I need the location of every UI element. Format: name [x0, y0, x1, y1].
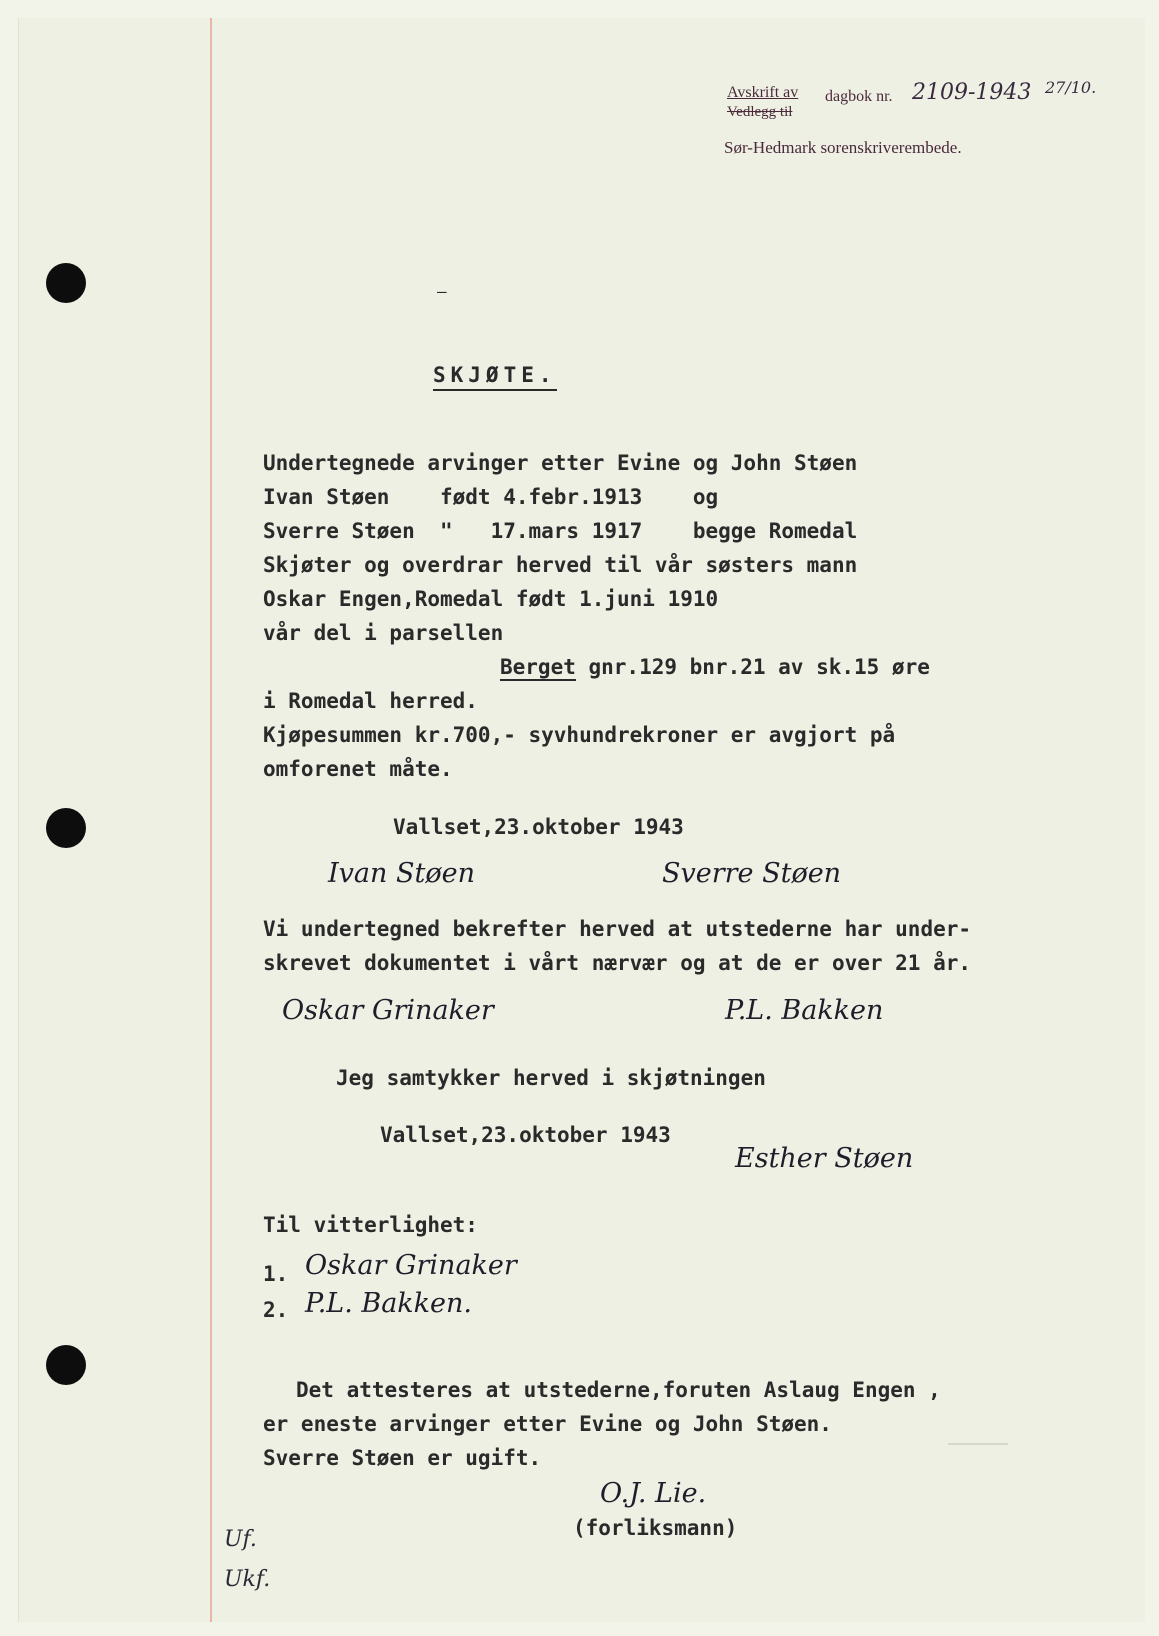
- signature-attest-1: Oskar Grinaker: [305, 1250, 517, 1281]
- witness-text: Vi undertegned bekrefter herved at utstederne har under-: [263, 917, 972, 941]
- margin-line: [210, 18, 212, 1622]
- attest-heading: Til vitterlighet:: [263, 1213, 478, 1237]
- body-line: i Romedal herred.: [263, 689, 478, 713]
- consent-text: Jeg samtykker herved i skjøtningen: [336, 1066, 766, 1090]
- faint-mark: [948, 1443, 1008, 1445]
- body-line: Kjøpesummen kr.700,- syvhundrekroner er avgjort på: [263, 723, 896, 747]
- attest-number: 1.: [263, 1262, 289, 1286]
- signature-ivan: Ivan Støen: [328, 858, 475, 889]
- witness-text: skrevet dokumentet i vårt nærvær og at de er over 21 år.: [263, 951, 972, 975]
- role-label: (forliksmann): [573, 1516, 738, 1540]
- signature-witness-1: Oskar Grinaker: [282, 995, 494, 1026]
- document-title: SKJØTE.: [433, 363, 557, 391]
- stamp-line-1b: Vedlegg til: [727, 104, 793, 120]
- signature-sverre: Sverre Støen: [662, 858, 842, 889]
- stamp-dagbok-label: dagbok nr.: [825, 88, 893, 105]
- body-line: Undertegnede arvinger etter Evine og John Støen: [263, 451, 858, 475]
- parcel-name: Berget: [500, 655, 576, 679]
- stamp-line-1: Avskrift av: [727, 84, 799, 101]
- body-line: Skjøter og overdrar herved til vår søsters mann: [263, 553, 858, 577]
- signature-forliksmann: O.J. Lie.: [600, 1478, 707, 1509]
- punch-hole: [46, 1345, 86, 1385]
- parcel-line: [500, 655, 930, 679]
- stamp-office: Sør-Hedmark sorenskriverembede.: [724, 138, 962, 157]
- place-date: Vallset,23.oktober 1943: [380, 1123, 671, 1147]
- attest-number: 2.: [263, 1298, 289, 1322]
- place-date: Vallset,23.oktober 1943: [393, 815, 684, 839]
- signature-consent: Esther Støen: [735, 1143, 914, 1174]
- dash-mark: –: [437, 282, 447, 301]
- margin-note: Uf. Ukf.: [224, 1527, 271, 1592]
- signature-attest-2: P.L. Bakken.: [305, 1288, 472, 1319]
- body-line: Sverre Støen " 17.mars 1917 begge Romedal: [263, 519, 858, 543]
- punch-hole: [46, 263, 86, 303]
- body-line: omforenet måte.: [263, 757, 453, 781]
- parcel-details: gnr.129 bnr.21 av sk.15 øre: [575, 655, 930, 679]
- signature-witness-2: P.L. Bakken: [725, 995, 884, 1026]
- body-line: Ivan Støen født 4.febr.1913 og: [263, 485, 719, 509]
- body-line: Oskar Engen,Romedal født 1.juni 1910: [263, 587, 719, 611]
- stamp-dagbok-number: 2109-1943: [912, 80, 1032, 105]
- certification-text: Sverre Støen er ugift.: [263, 1446, 542, 1470]
- stamp-date: 27/10.: [1045, 78, 1097, 97]
- certification-text: Det attesteres at utstederne,foruten Aslaug Engen ,: [296, 1378, 941, 1402]
- body-line: vår del i parsellen: [263, 621, 504, 645]
- punch-hole: [46, 808, 86, 848]
- certification-text: er eneste arvinger etter Evine og John Støen.: [263, 1412, 832, 1436]
